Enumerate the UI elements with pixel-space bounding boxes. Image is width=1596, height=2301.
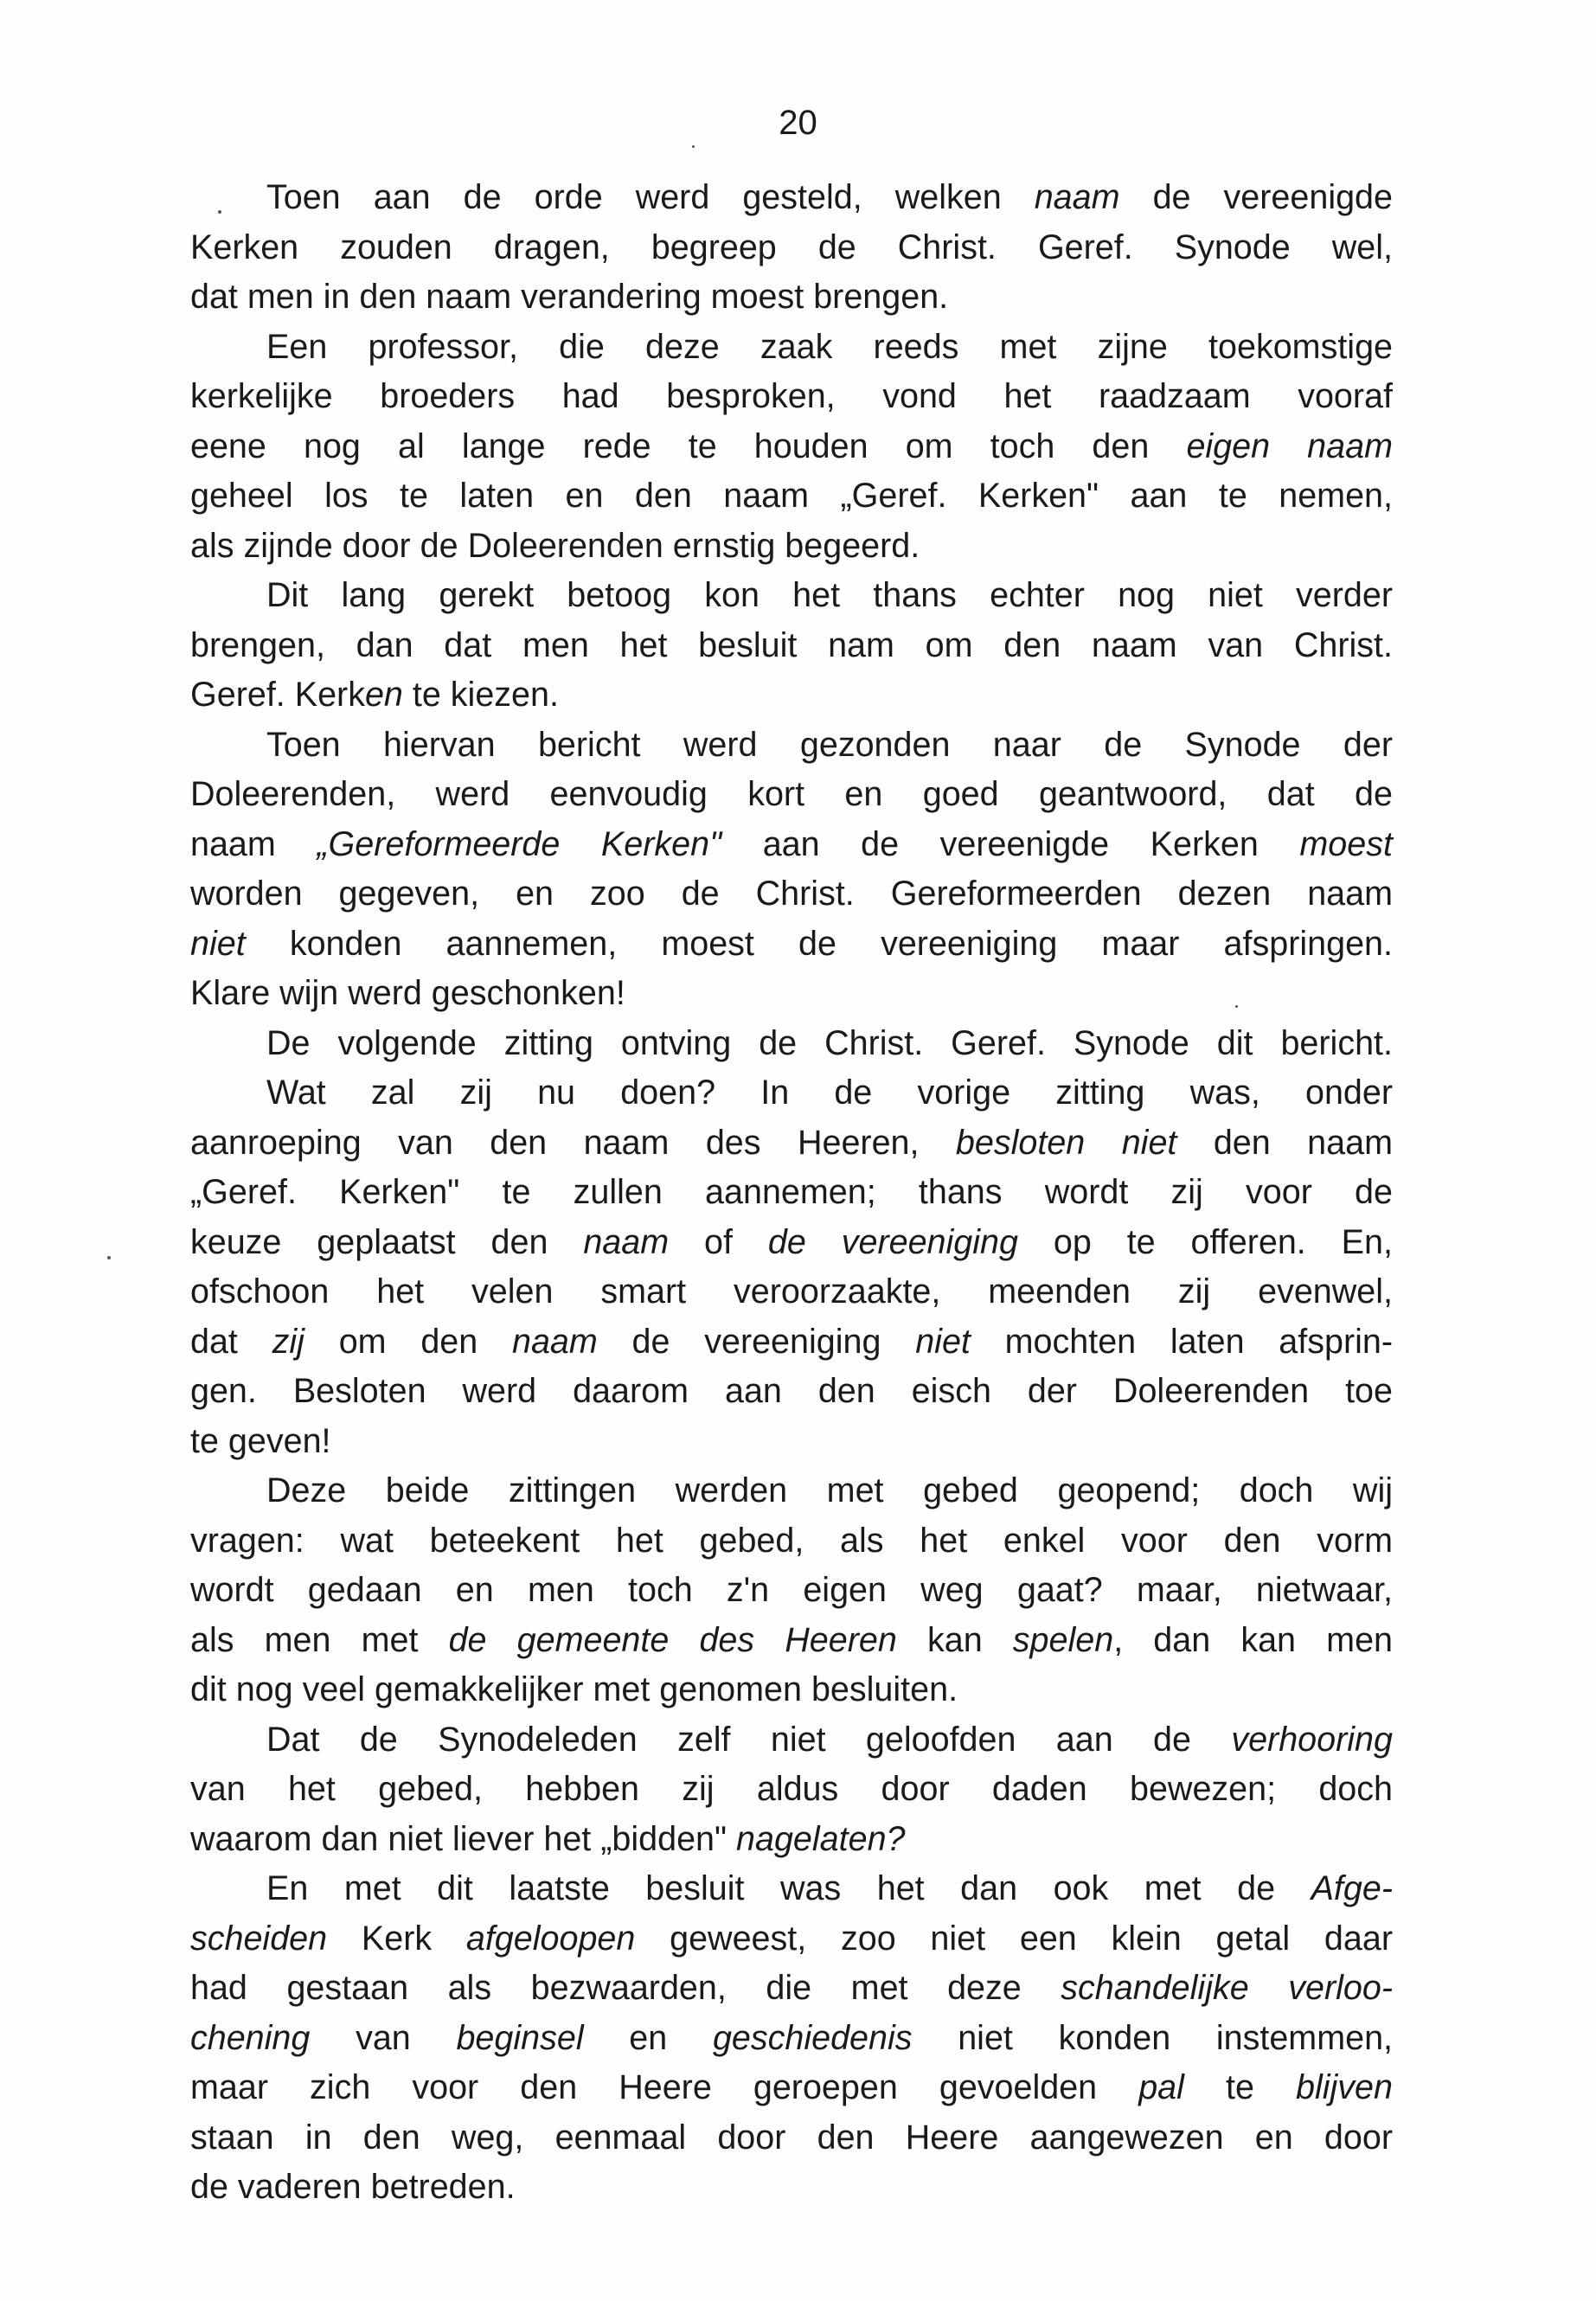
italic-text: geschiedenis: [712, 2018, 913, 2057]
italic-text: de gemeente des Heeren: [448, 1620, 897, 1659]
text-segment: waarom dan niet liever het „bidden": [190, 1819, 737, 1858]
text-segment: Dit lang gerekt betoog kon het thans echter nog niet verder: [266, 576, 1393, 614]
text-line: [190, 173, 1393, 223]
italic-text: chening: [190, 2018, 311, 2057]
text-line: [190, 1317, 1393, 1368]
text-segment: ofschoon het velen smart veroorzaakte, meenden zij evenwel,: [190, 1272, 1393, 1311]
text-segment: geheel los te laten en den naam „Geref. Kerken" aan te nemen,: [190, 477, 1393, 515]
text-segment: dat: [190, 1322, 272, 1361]
text-line: [190, 1665, 1393, 1715]
text-line: [190, 1466, 1393, 1516]
text-segment: Dat de Synodeleden zelf niet geloofden aan de: [266, 1720, 1232, 1759]
text-line: [190, 1218, 1393, 1268]
text-line: [190, 422, 1393, 472]
page-number: 20: [779, 104, 817, 142]
text-segment: Klare wijn werd geschonken!: [190, 974, 625, 1012]
text-line: [190, 770, 1393, 820]
text-segment: naam: [190, 824, 317, 863]
scan-speck: [107, 1256, 111, 1259]
text-line: [190, 223, 1393, 273]
text-line: [190, 820, 1393, 870]
italic-text: besloten niet: [955, 1123, 1177, 1162]
text-line: [190, 721, 1393, 771]
text-line: [190, 1068, 1393, 1118]
text-line: [190, 969, 1393, 1019]
text-segment: op te offeren. En,: [1017, 1222, 1393, 1261]
text-segment: om den: [304, 1322, 512, 1361]
text-line: [190, 1367, 1393, 1417]
text-segment: van: [310, 2018, 457, 2057]
text-line: [190, 1118, 1393, 1169]
text-segment: „Geref. Kerken" te zullen aannemen; thans wordt zij voor de: [190, 1173, 1393, 1211]
italic-text: spelen: [1012, 1620, 1114, 1659]
text-segment: Toen aan de orde werd gesteld, welken: [266, 178, 1035, 216]
text-segment: keuze geplaatst den: [190, 1222, 584, 1261]
text-segment: Kerk: [327, 1919, 466, 1958]
italic-text: naam: [1034, 178, 1120, 216]
text-segment: Deze beide zittingen werden met gebed geopend; doch wij: [266, 1471, 1393, 1509]
text-segment: kerkelijke broeders had besproken, vond het raadzaam vooraf: [190, 377, 1393, 415]
text-segment: dit nog veel gemakkelijker met genomen besluiten.: [190, 1670, 958, 1708]
text-segment: staan in den weg, eenmaal door den Heere aangewezen en door: [190, 2118, 1393, 2157]
text-segment: brengen, dan dat men het besluit nam om den naam van Christ.: [190, 625, 1393, 664]
text-line: [190, 272, 1393, 323]
text-segment: van het gebed, hebben zij aldus door daden bewezen; doch: [190, 1770, 1393, 1808]
text-segment: de vereenigde: [1119, 178, 1393, 216]
text-line: [190, 1864, 1393, 1914]
italic-text: naam: [511, 1322, 598, 1361]
text-line: [190, 2063, 1393, 2113]
text-segment: dat men in den naam verandering moest brengen.: [190, 278, 949, 316]
text-line: [190, 1715, 1393, 1766]
text-line: [190, 1566, 1393, 1616]
text-segment: als zijnde door de Doleerenden ernstig begeerd.: [190, 526, 920, 565]
text-segment: konden aannemen, moest de vereeniging maar afspringen.: [245, 924, 1393, 963]
text-segment: geweest, zoo niet een klein getal daar: [635, 1919, 1393, 1958]
text-line: [190, 571, 1393, 621]
text-segment: Doleerenden, werd eenvoudig kort en goed geantwoord, dat de: [190, 775, 1393, 813]
italic-text: blijven: [1296, 2068, 1393, 2106]
italic-text: afgeloopen: [465, 1919, 636, 1958]
text-segment: aanroeping van den naam des Heeren,: [190, 1123, 956, 1162]
text-line: [190, 323, 1393, 373]
text-line: [190, 2163, 1393, 2213]
scan-speck: [218, 210, 221, 214]
text-line: [190, 920, 1393, 970]
text-segment: of: [669, 1222, 768, 1261]
text-segment: de vereeniging: [597, 1322, 916, 1361]
italic-text: naam: [583, 1222, 670, 1261]
text-segment: aan de vereenigde Kerken: [721, 824, 1300, 863]
text-line: [190, 2113, 1393, 2163]
text-segment: Kerken zouden dragen, begreep de Christ. Geref. Synode wel,: [190, 228, 1393, 266]
italic-text: niet: [915, 1322, 971, 1361]
text-segment: gen. Besloten werd daarom aan den eisch der Doleerenden toe: [190, 1372, 1393, 1410]
italic-text: beginsel: [456, 2018, 584, 2057]
text-segment: Geref. Kerk: [190, 676, 365, 714]
body-text: [190, 173, 1393, 2213]
italic-text: de vereeniging: [767, 1222, 1018, 1261]
italic-text: pal: [1138, 2068, 1184, 2106]
text-segment: De volgende zitting ontving de Christ. Geref. Synode dit bericht.: [266, 1023, 1393, 1062]
text-segment: vragen: wat beteekent het gebed, als het enkel voor den vorm: [190, 1521, 1393, 1560]
italic-text: nagelaten?: [736, 1819, 906, 1858]
text-segment: wordt gedaan en men toch z'n eigen weg gaat? maar, nietwaar,: [190, 1571, 1393, 1609]
text-line: [190, 670, 1393, 721]
text-segment: te kiezen.: [402, 676, 559, 714]
text-segment: te geven!: [190, 1421, 331, 1460]
italic-text: verhooring: [1231, 1720, 1393, 1759]
text-segment: den naam: [1176, 1123, 1393, 1162]
text-line: [190, 1815, 1393, 1865]
text-line: [190, 1516, 1393, 1567]
text-line: [190, 1417, 1393, 1467]
text-line: [190, 1168, 1393, 1218]
text-segment: maar zich voor den Heere geroepen gevoelden: [190, 2068, 1139, 2106]
text-segment: Een professor, die deze zaak reeds met zijne toekomstige: [266, 327, 1393, 366]
text-segment: en: [583, 2018, 713, 2057]
italic-text: Afge-: [1311, 1869, 1393, 1907]
text-line: [190, 1019, 1393, 1069]
italic-text: scheiden: [190, 1919, 328, 1958]
italic-text: zij: [272, 1322, 304, 1361]
italic-text: moest: [1299, 824, 1393, 863]
italic-text: niet: [190, 924, 246, 963]
text-segment: eene nog al lange rede te houden om toch den: [190, 426, 1187, 465]
text-line: [190, 1964, 1393, 2014]
text-segment: , dan kan men: [1113, 1620, 1393, 1659]
text-line: [190, 1616, 1393, 1666]
italic-text: en: [364, 676, 403, 714]
text-segment: als men met: [190, 1620, 449, 1659]
text-segment: kan: [896, 1620, 1013, 1659]
text-segment: de vaderen betreden.: [190, 2168, 516, 2206]
italic-text: schandelijke verloo-: [1061, 1969, 1393, 2007]
italic-text: eigen naam: [1186, 426, 1393, 465]
text-line: [190, 869, 1393, 920]
text-line: [190, 621, 1393, 671]
scan-speck: [692, 145, 695, 148]
text-line: [190, 471, 1393, 522]
text-line: [190, 522, 1393, 572]
text-segment: had gestaan als bezwaarden, die met deze: [190, 1969, 1061, 2007]
text-segment: worden gegeven, en zoo de Christ. Gereformeerden dezen naam: [190, 875, 1393, 913]
text-segment: En met dit laatste besluit was het dan ook met de: [266, 1869, 1311, 1907]
scan-speck: [1235, 1005, 1238, 1008]
text-segment: mochten laten afsprin-: [970, 1322, 1393, 1361]
text-line: [190, 1914, 1393, 1965]
italic-text: „Gereformeerde Kerken": [317, 824, 722, 863]
text-segment: Toen hiervan bericht werd gezonden naar de Synode der: [266, 725, 1393, 764]
text-line: [190, 1765, 1393, 1815]
text-line: [190, 1267, 1393, 1317]
text-line: [190, 372, 1393, 422]
text-line: [190, 2014, 1393, 2064]
text-segment: te: [1183, 2068, 1296, 2106]
text-segment: Wat zal zij nu doen? In de vorige zitting was, onder: [266, 1074, 1393, 1112]
text-segment: niet konden instemmen,: [912, 2018, 1394, 2057]
